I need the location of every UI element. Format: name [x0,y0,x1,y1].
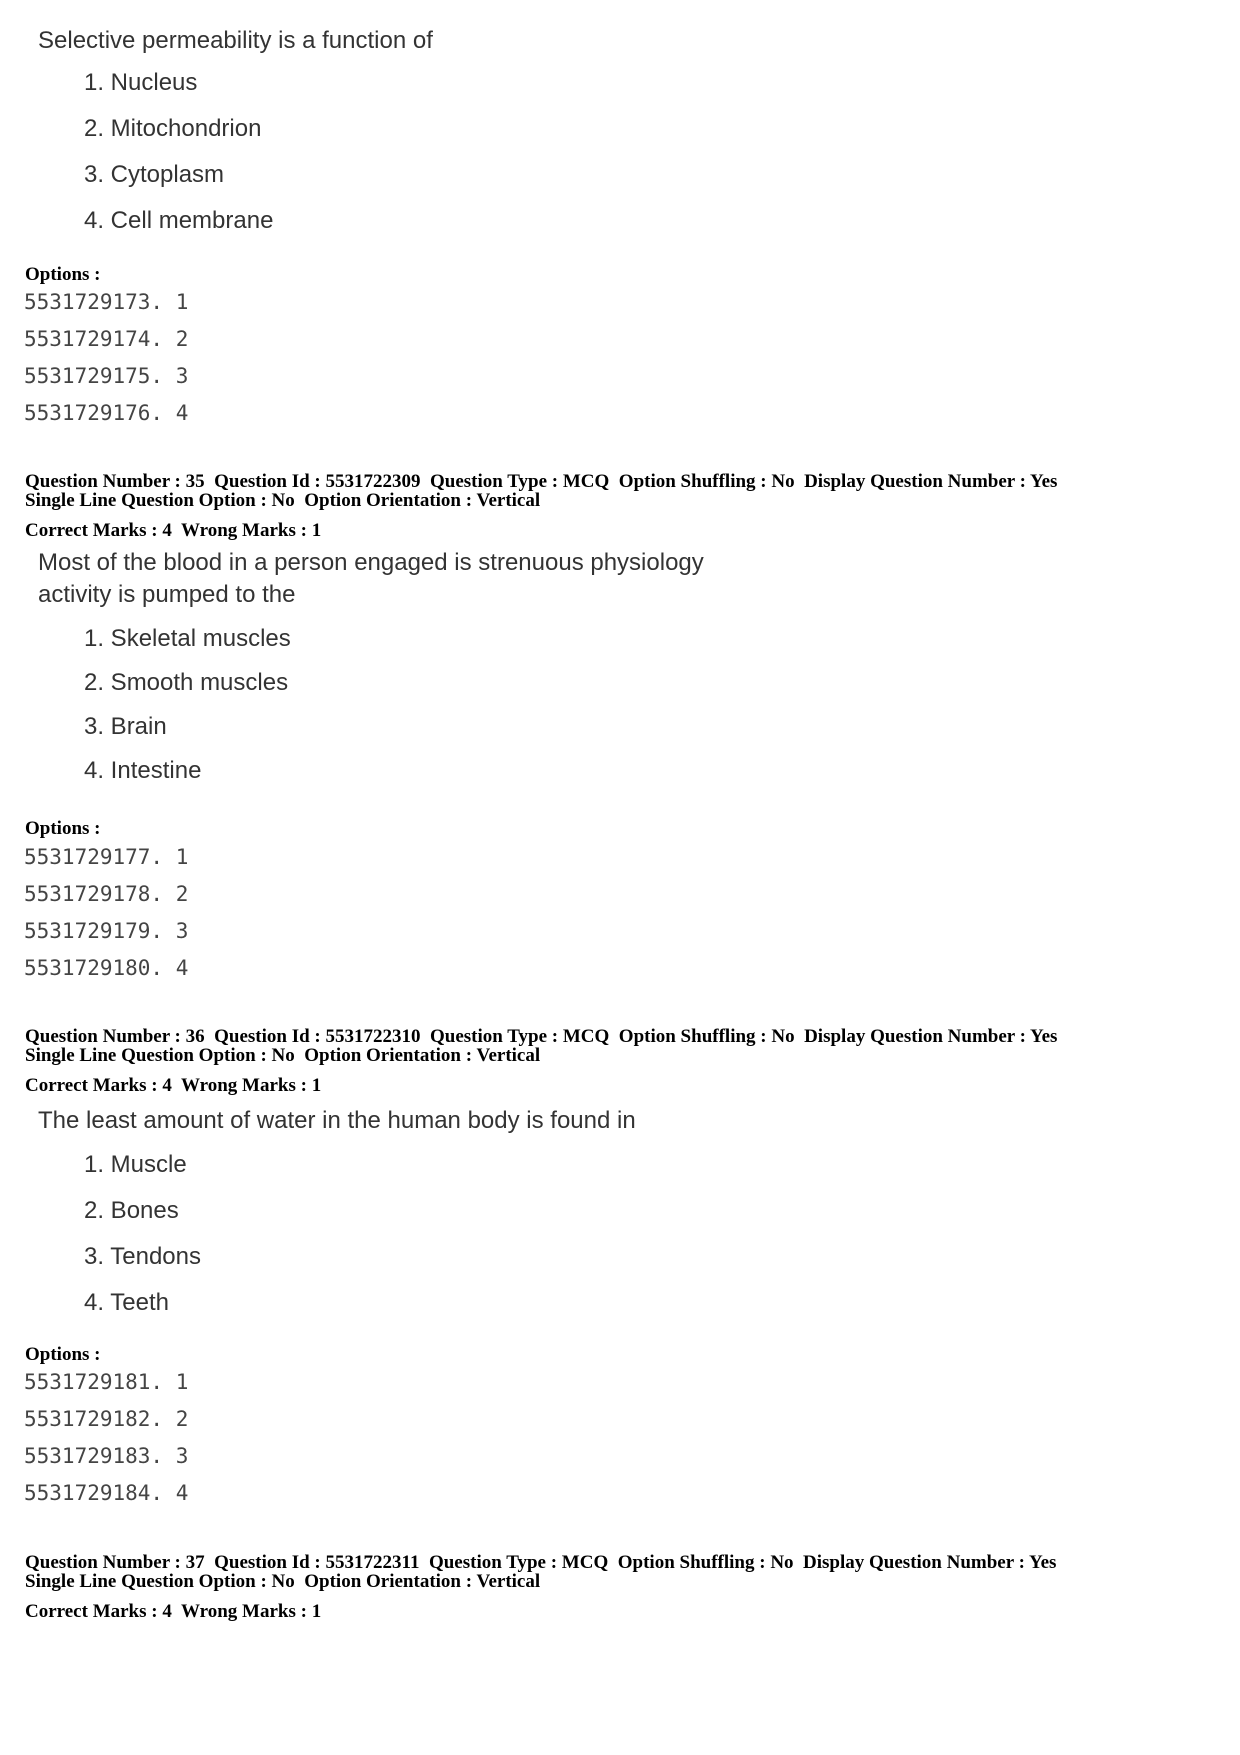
option-id: 5531729177. 1 [24,845,189,869]
question-header-line: Single Line Question Option : No Option Orientation : Vertical [25,1045,541,1066]
option-id-list [24,1370,188,1518]
option-id: 5531729182. 2 [24,1407,189,1431]
answer-choice: 3. Cytoplasm [84,161,225,188]
question-header-line: Question Number : 35 Question Id : 5531722309 Question Type : MCQ Option Shuffling : No Display Question Number : Yes [25,471,1058,492]
answer-choice: 2. Mitochondrion [84,115,262,142]
marks-line: Correct Marks : 4 Wrong Marks : 1 [25,1075,322,1096]
option-id: 5531729176. 4 [24,401,189,425]
answer-choice: 4. Cell membrane [84,207,274,234]
question-image [38,547,704,799]
answer-choice: 1. Skeletal muscles [84,625,291,652]
marks-line: Correct Marks : 4 Wrong Marks : 1 [25,520,322,541]
option-id: 5531729179. 3 [24,919,189,943]
options-label: Options : [25,1344,101,1365]
answer-choices [38,623,704,799]
option-id: 5531729174. 2 [24,327,189,351]
answer-choice: 3. Brain [84,713,167,740]
question-header-line: Single Line Question Option : No Option Orientation : Vertical [25,490,541,511]
option-id: 5531729180. 4 [24,956,189,980]
options-label: Options : [25,818,101,839]
marks-line: Correct Marks : 4 Wrong Marks : 1 [25,1601,322,1622]
question-text: The least amount of water in the human body is found in [38,1107,636,1134]
answer-choice: 2. Bones [84,1197,179,1224]
answer-choices [38,1149,636,1333]
option-id: 5531729184. 4 [24,1481,189,1505]
option-id: 5531729181. 1 [24,1370,189,1394]
answer-choice: 4. Teeth [84,1289,169,1316]
option-id: 5531729175. 3 [24,364,189,388]
option-id: 5531729178. 2 [24,882,189,906]
question-header-line: Single Line Question Option : No Option Orientation : Vertical [25,1571,541,1592]
question-image [38,25,433,251]
question-header-line: Question Number : 36 Question Id : 5531722310 Question Type : MCQ Option Shuffling : No Display Question Number : Yes [25,1026,1058,1047]
question-header-line: Question Number : 37 Question Id : 5531722311 Question Type : MCQ Option Shuffling : No Display Question Number : Yes [25,1552,1057,1573]
answer-choice: 2. Smooth muscles [84,669,289,696]
question-text: activity is pumped to the [38,581,296,608]
answer-choice: 3. Tendons [84,1243,201,1270]
option-id: 5531729173. 1 [24,290,189,314]
question-text: Most of the blood in a person engaged is strenuous physiology [38,549,704,576]
answer-choice: 4. Intestine [84,757,202,784]
option-id-list [24,290,188,438]
question-image [38,1105,636,1333]
answer-choices [38,67,433,251]
answer-choice: 1. Nucleus [84,69,198,96]
option-id-list [24,845,188,993]
option-id: 5531729183. 3 [24,1444,189,1468]
options-label: Options : [25,264,101,285]
answer-choice: 1. Muscle [84,1151,187,1178]
question-text: Selective permeability is a function of [38,27,433,54]
